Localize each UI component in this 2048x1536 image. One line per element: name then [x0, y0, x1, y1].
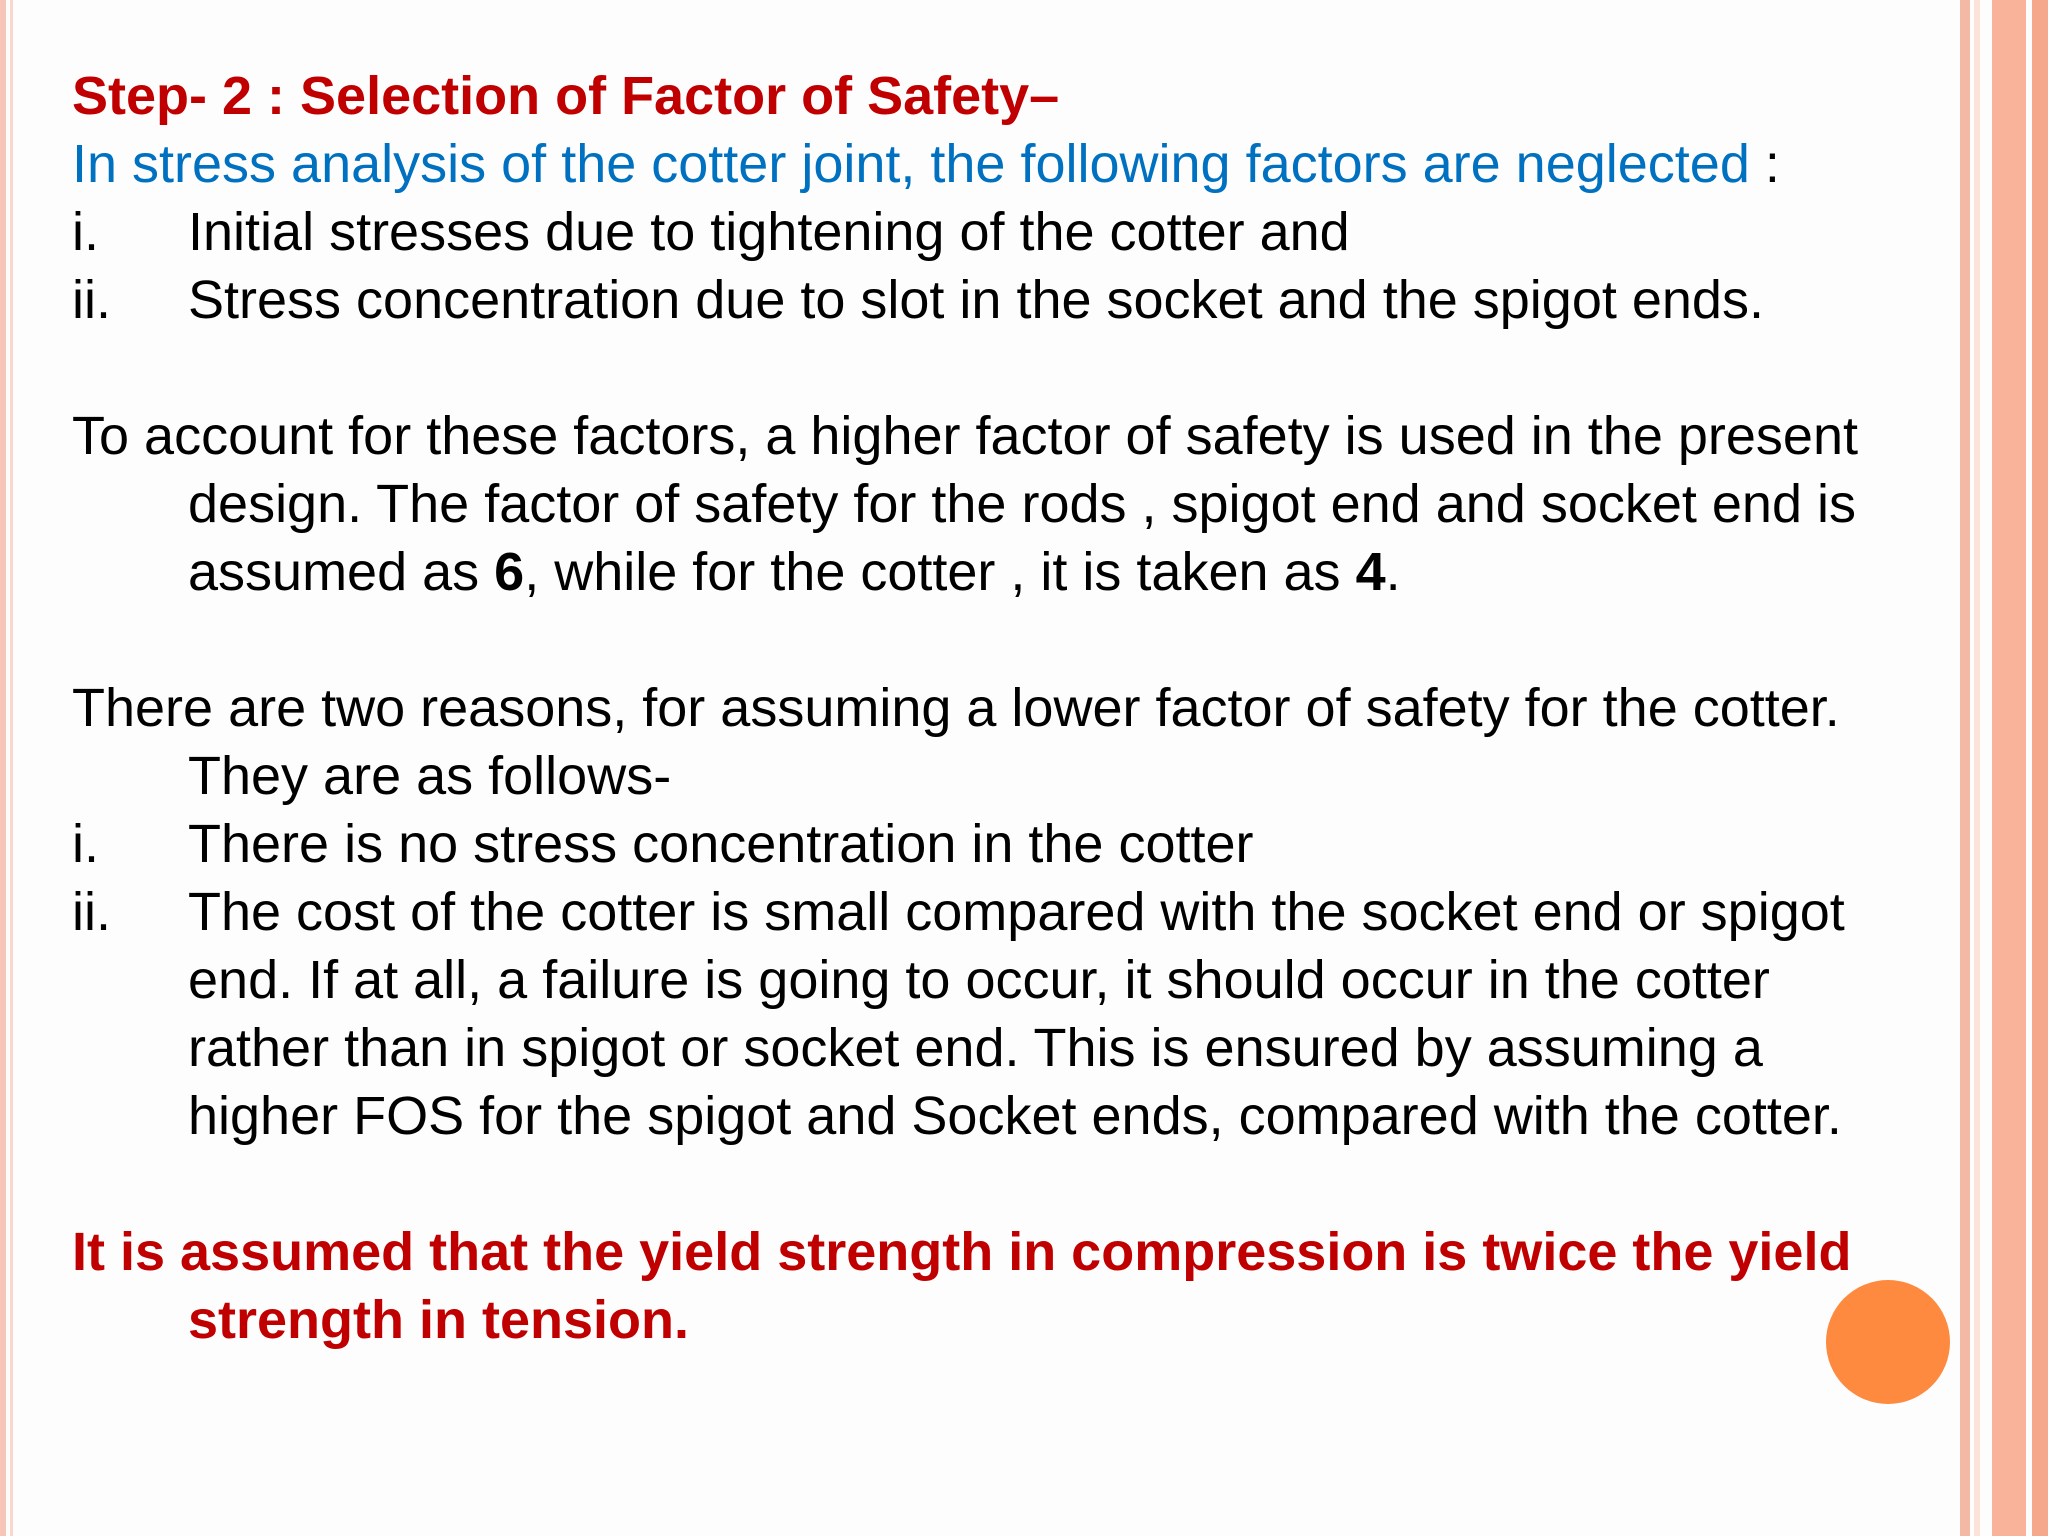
list-item-text: end. If at all, a failure is going to occur, it should occur in the cotter	[188, 950, 1770, 1010]
list-item-text: There is no stress concentration in the cotter	[188, 814, 1254, 874]
account-line-3-mid: , while for the cotter , it is taken as	[524, 542, 1356, 602]
right-decor-stripe	[1960, 0, 1970, 1536]
right-decor-band-edge	[2032, 0, 2048, 1536]
slide-heading: Step- 2 : Selection of Factor of Safety–	[72, 66, 1060, 126]
list-item	[72, 810, 1952, 878]
list-marker: ii.	[72, 270, 111, 330]
paragraph-gap	[72, 1150, 1952, 1218]
fos-value-rods: 6	[494, 542, 525, 602]
paragraph-gap	[72, 606, 1952, 674]
conclusion-line-1: It is assumed that the yield strength in compression is twice the yield	[72, 1222, 1852, 1282]
account-line-3-prefix: assumed as	[188, 542, 495, 602]
account-line-3-suffix: .	[1385, 542, 1401, 602]
list-item	[72, 878, 1952, 1150]
reasons-line-1: There are two reasons, for assuming a lower factor of safety for the cotter.	[72, 678, 1840, 738]
conclusion-line-2: strength in tension.	[188, 1290, 690, 1350]
left-border-stripe-thin	[10, 0, 13, 1536]
paragraph-gap	[72, 334, 1952, 402]
account-line-1: To account for these factors, a higher factor of safety is used in the present	[72, 406, 1858, 466]
slide-body	[72, 62, 1952, 1354]
list-item	[72, 198, 1952, 266]
list-item-text: rather than in spigot or socket end. This is ensured by assuming a	[188, 1018, 1763, 1078]
list-marker: i.	[72, 814, 99, 874]
list-item-text: Initial stresses due to tightening of the cotter and	[188, 202, 1350, 262]
reasons-line-2: They are as follows-	[188, 746, 672, 806]
account-line-2: design. The factor of safety for the rods , spigot end and socket end is	[188, 474, 1856, 534]
intro-text: In stress analysis of the cotter joint, the following factors are neglected	[72, 134, 1750, 194]
fos-value-cotter: 4	[1355, 542, 1386, 602]
intro-suffix: :	[1749, 134, 1780, 194]
account-line-3	[72, 538, 1952, 606]
list-item-text: higher FOS for the spigot and Socket ends, compared with the cotter.	[188, 1086, 1842, 1146]
decorative-orange-circle	[1826, 1280, 1950, 1404]
list-marker: i.	[72, 202, 99, 262]
list-item-text: The cost of the cotter is small compared with the socket end or spigot	[188, 882, 1845, 942]
list-item-text: Stress concentration due to slot in the socket and the spigot ends.	[188, 270, 1764, 330]
right-decor-stripe-light	[1974, 0, 1980, 1536]
list-item-body	[188, 878, 1845, 1150]
list-item	[72, 266, 1952, 334]
right-decor-band	[1992, 0, 2026, 1536]
list-marker: ii.	[72, 882, 111, 942]
left-border-stripe	[0, 0, 6, 1536]
intro-line	[72, 130, 1952, 198]
